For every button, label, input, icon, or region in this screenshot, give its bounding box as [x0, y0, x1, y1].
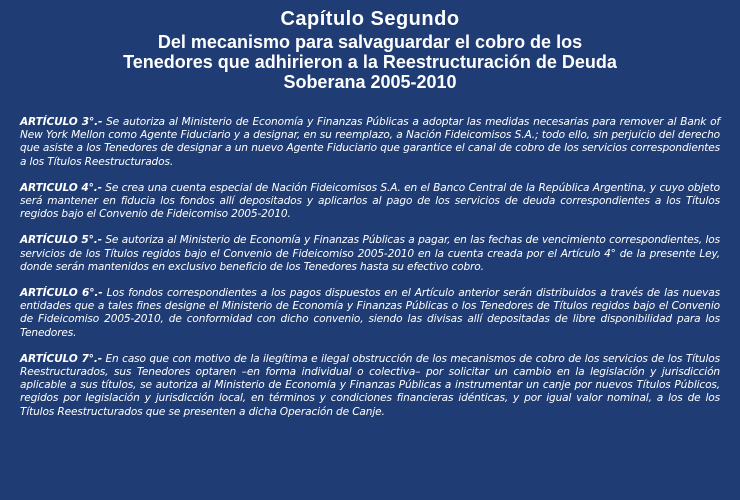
article-7	[20, 353, 720, 419]
article-label: ARTÍCULO 7°.-	[20, 352, 102, 365]
article-label: ARTÍCULO 5°.-	[20, 234, 102, 247]
chapter-title: Capítulo Segundo	[280, 8, 460, 30]
article-label: ARTICULO 4°.-	[20, 181, 102, 194]
article-6	[20, 287, 720, 340]
article-text: Se crea una cuenta especial de Nación Fideicomisos S.A. en el Banco Central de la República Argentina, y cuyo objeto será mantener en fiducia los fondos allí depositados y aplicarlos al pago de los servicios de deuda correspondientes a los Títulos regidos bajo el Convenio de Fideicomiso 2005-2010.	[20, 181, 720, 221]
article-label: ARTÍCULO 6°.-	[20, 287, 103, 300]
articles-list	[20, 116, 720, 419]
chapter-subtitle	[20, 32, 720, 92]
article-label: ARTÍCULO 3°.-	[20, 116, 103, 128]
article-text: Se autoriza al Ministerio de Economía y Finanzas Públicas a pagar, en las fechas de vencimiento correspondientes, los servicios de los Títulos regidos bajo el Convenio de Fideicomiso 2005-2010 en la cuenta creada por el Artículo 4° de la presente Ley, donde serán mantenidos en exclusivo beneficio de los Tenedores hasta su efectivo cobro.	[20, 234, 720, 273]
subtitle-line: Soberana 2005-2010	[283, 72, 457, 92]
article-text: Los fondos correspondientes a los pagos dispuestos en el Artículo anterior serán distribuidos a través de las nuevas entidades que a tales fines designe el Ministerio de Economía y Finanzas Públicas o los Tenedores de Títulos regidos bajo el Convenio de Fideicomiso 2005-2010, de conformidad con dicho convenio, siendo las divisas allí depositadas de libre disponibilidad para los Tenedores.	[20, 287, 720, 339]
article-text: En caso que con motivo de la ilegítima e ilegal obstrucción de los mecanismos de cobro de los servicios de los Títulos Reestructurados, sus Tenedores optaren –en forma individual o colectiva– por solicitar un cambio en la legislación y jurisdicción aplicable a sus títulos, se autoriza al Ministerio de Economía y Finanzas Públicas a instrumentar un canje por nuevos Títulos Públicos, regidos por legislación y jurisdicción local, en términos y condiciones financieras idénticas, y por igual valor nominal, a los de los Títulos Reestructurados que se presenten a dicha Operación de Canje.	[20, 352, 720, 418]
article-3	[20, 116, 720, 169]
article-text: Se autoriza al Ministerio de Economía y Finanzas Públicas a adoptar las medidas necesarias para remover al Bank of New York Mellon como Agente Fiduciario y a designar, en su reemplazo, a Nación Fideicomisos S.A.; todo ello, sin perjuicio del derecho que asiste a los Tenedores de designar a un nuevo Agente Fiduciario que garantice el canal de cobro de los servicios correspondientes a los Títulos Reestructurados.	[20, 116, 720, 168]
subtitle-line: Del mecanismo para salvaguardar el cobro de los	[157, 32, 583, 52]
article-5	[20, 234, 720, 274]
subtitle-line: Tenedores que adhirieron a la Reestructuración de Deuda	[123, 52, 617, 72]
article-4	[20, 182, 720, 222]
